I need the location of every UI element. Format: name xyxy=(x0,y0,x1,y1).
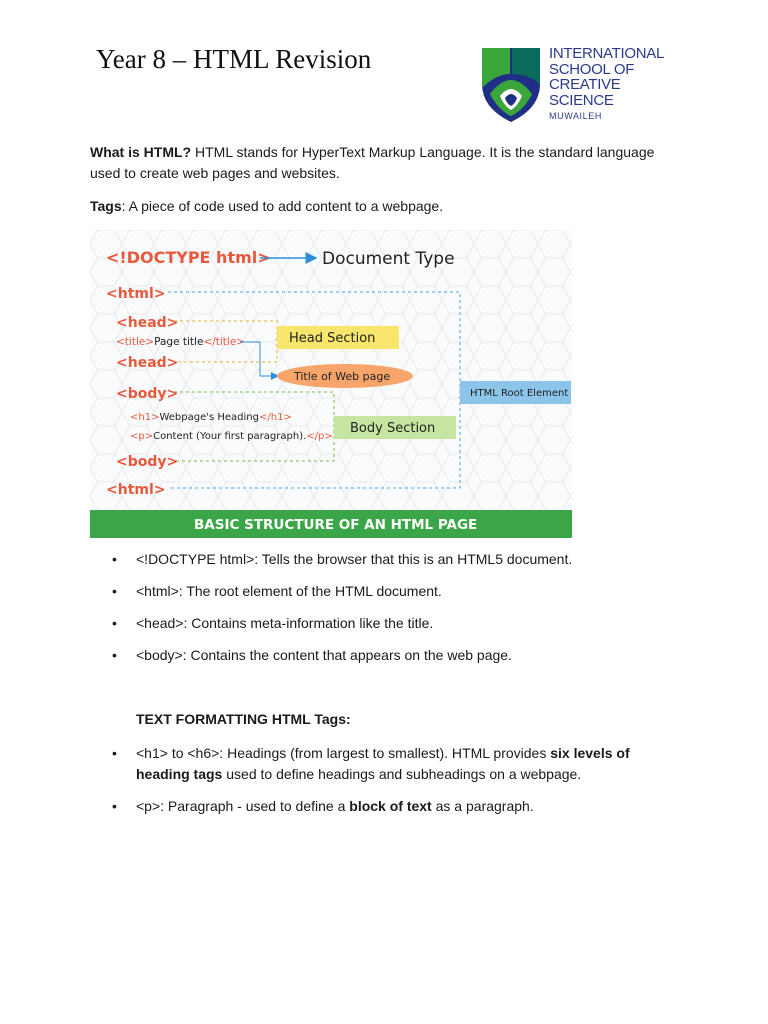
list-item: • <html>: The root element of the HTML document. xyxy=(110,581,670,602)
headings-bold: six levels of heading tags xyxy=(136,745,630,782)
shield-logo-icon xyxy=(480,44,542,124)
list-item: • <!DOCTYPE html>: Tells the browser that this is an HTML5 document. xyxy=(110,549,670,570)
h1-line xyxy=(130,412,292,423)
list-item xyxy=(110,796,670,817)
head-section-label: Head Section xyxy=(289,331,376,346)
title-open-tag: <title> xyxy=(116,336,155,348)
tags-label: Tags xyxy=(90,198,122,214)
p-line xyxy=(130,431,333,442)
list-item: • <head>: Contains meta-information like the title. xyxy=(110,613,670,634)
title-close-tag: </title> xyxy=(203,336,246,348)
head-open-tag: <head> xyxy=(116,315,179,331)
html-structure-diagram xyxy=(90,230,572,538)
doctype-tag: <!DOCTYPE html> xyxy=(106,248,271,267)
intro-question: What is HTML? xyxy=(90,144,192,160)
headings-text-end: used to define headings and subheadings on a webpage. xyxy=(222,766,582,782)
school-logo xyxy=(480,44,666,126)
p-open-tag: <p> xyxy=(130,431,154,442)
logo-line: CREATIVE xyxy=(549,76,621,93)
tags-definition: : A piece of code used to add content to a webpage. xyxy=(121,198,444,214)
intro-paragraph xyxy=(90,142,680,184)
paragraph-text-end: as a paragraph. xyxy=(431,798,534,814)
intro-answer: HTML stands for HyperText Markup Language. It is the standard language used to create web pages and websites. xyxy=(90,144,655,181)
paragraph-text: <p>: Paragraph - used to define a xyxy=(136,798,350,814)
html-close-tag: <html> xyxy=(106,482,166,498)
tags-paragraph xyxy=(90,196,680,217)
root-element-label: HTML Root Element xyxy=(470,388,569,399)
formatting-heading: TEXT FORMATTING HTML Tags: xyxy=(136,711,351,727)
head-close-tag: <head> xyxy=(116,355,179,371)
h1-close-tag: </h1> xyxy=(259,412,292,423)
diagram-banner-text: BASIC STRUCTURE OF AN HTML PAGE xyxy=(194,517,478,533)
document-type-label: Document Type xyxy=(322,249,455,269)
list-item xyxy=(110,743,670,785)
body-open-tag: <body> xyxy=(116,386,179,402)
p-close-tag: </p> xyxy=(306,431,333,442)
logo-line: SCIENCE xyxy=(549,91,614,109)
logo-subtitle: MUWAILEH xyxy=(549,111,602,121)
title-line xyxy=(116,336,245,348)
html-open-tag: <html> xyxy=(106,286,166,302)
page-title: Year 8 – HTML Revision xyxy=(96,44,372,74)
formatting-tag-list xyxy=(110,743,670,817)
p-text: Content (Your first paragraph). xyxy=(153,431,307,442)
title-web-page-label: Title of Web page xyxy=(294,370,391,383)
body-section-label: Body Section xyxy=(350,421,436,436)
logo-line: INTERNATIONAL xyxy=(549,45,665,62)
body-close-tag: <body> xyxy=(116,454,179,470)
title-text: Page title xyxy=(154,336,204,348)
paragraph-bold: block of text xyxy=(349,798,432,814)
logo-line: SCHOOL OF xyxy=(549,60,635,78)
logo-wordmark xyxy=(549,46,664,108)
h1-text: Webpage's Heading xyxy=(159,412,259,423)
h1-open-tag: <h1> xyxy=(130,412,160,423)
list-item: • <body>: Contains the content that appears on the web page. xyxy=(110,645,670,666)
structure-tag-list xyxy=(110,549,670,666)
headings-text: <h1> to <h6>: Headings (from largest to smallest). HTML provides xyxy=(136,745,551,761)
